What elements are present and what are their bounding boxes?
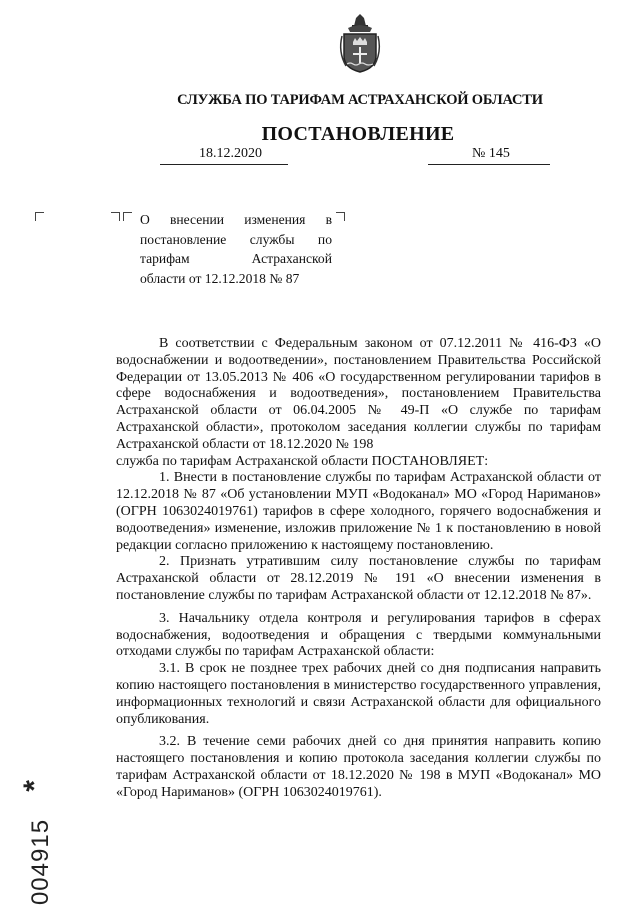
document-type-heading: ПОСТАНОВЛЕНИЕ [261,123,455,145]
document-date: 18.12.2020 [199,146,262,161]
item-2-paragraph: 2. Признать утратившим силу постановление службы по тарифам Астраханской области от 28.12.2019 № 191 «О внесении изменения в постановление службы по тарифам Астраханской области от 12.12.2018 № 87». [116,554,601,603]
corner-mark-subject-left-a [111,212,120,221]
stamp-mark: * [18,780,51,792]
registration-stamp [14,780,54,905]
item-3-paragraph: 3. Начальнику отдела контроля и регулирования тарифов в сферах водоснабжения, водоотведения и обращения с твердыми коммунальными отходами службы по тарифам Астраханской области: [116,610,601,660]
stamp-code-number: 004915 [27,818,54,905]
number-underline [428,164,550,165]
subject-line: О внесении изменения в [140,212,332,227]
subject-line: тарифам Астраханской [140,251,332,266]
subject-block [140,210,332,288]
corner-mark-subject-right [336,212,345,221]
corner-mark-left [35,212,44,221]
resolves-statement: служба по тарифам Астраханской области ПОСТАНОВЛЯЕТ: [116,453,489,469]
item-3-1-paragraph: 3.1. В срок не позднее трех рабочих дней со дня подписания направить копию настоящего постановления в министерство государственного управления, информационных технологий и связи Астраханской области для официального опубликования. [116,661,601,727]
corner-mark-subject-left-b [123,212,132,221]
item-3-2-paragraph: 3.2. В течение семи рабочих дней со дня принятия направить копию настоящего постановления и копию протокола заседания коллегии службы по тарифам Астраханской области от 18.12.2020 № 198 в МУП «Водоканал» МО «Город Нариманов» (ОГРН 1063024019761). [116,734,601,800]
subject-line: области от 12.12.2018 № 87 [140,270,300,286]
document-body [116,336,601,802]
coat-of-arms-emblem [336,12,384,74]
item-1-paragraph: 1. Внести в постановление службы по тарифам Астраханской области от 12.12.2018 № 87 «Об установлении МУП «Водоканал» МО «Город Нариманов» (ОГРН 1063024019761) тарифов в сфере холодного, горячего водоснабжения и водоотведения» изменение, изложив приложение № 1 к постановлению в новой редакции согласно приложению к настоящему постановлению. [116,470,601,553]
astrakhan-coat-of-arms-icon [336,12,384,74]
date-underline [160,164,288,165]
subject-line: постановление службы по [140,231,332,247]
document-number: № 145 [472,146,510,161]
preamble-paragraph: В соответствии с Федеральным законом от 07.12.2011 № 416-ФЗ «О водоснабжении и водоотведении», постановлением Правительства Российской Федерации от 13.05.2013 № 406 «О государственном регулировании тарифов в сфере водоснабжения и водоотведения», постановлением Правительства Астраханской области от 06.04.2005 № 49-П «О службе по тарифам Астраханской области», протоколом заседания коллегии службы по тарифам Астраханской области от 18.12.2020 № 198 [116,336,601,452]
organization-title: СЛУЖБА ПО ТАРИФАМ АСТРАХАНСКОЙ ОБЛАСТИ [177,92,543,108]
